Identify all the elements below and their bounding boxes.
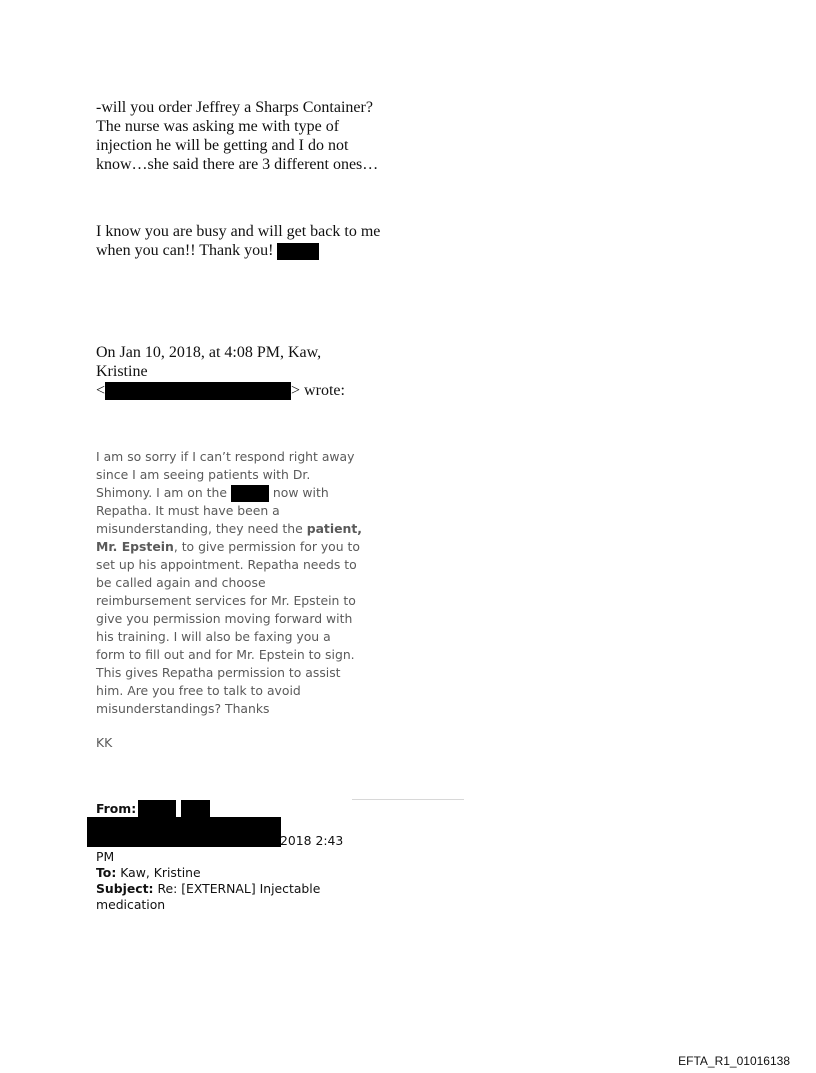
text-fragment: when you can!! Thank you! (96, 242, 274, 259)
body-line: him. Are you free to talk to avoid (96, 683, 301, 698)
subject-row (96, 881, 320, 897)
text-fragment: misunderstanding, they need the (96, 521, 307, 536)
divider (352, 799, 464, 800)
from-row (96, 799, 137, 817)
text-fragment: , to give permission for you to (173, 539, 360, 554)
body-line: form to fill out and for Mr. Epstein to sign. (96, 647, 355, 662)
body-line: reimbursement services for Mr. Epstein to (96, 593, 356, 608)
text-fragment: Shimony. I am on the (96, 485, 231, 500)
subject-value: Re: [EXTERNAL] Injectable (153, 881, 321, 896)
from-label: From: (96, 801, 137, 816)
text-line: know…she said there are 3 different ones… (96, 156, 379, 173)
body-line: set up his appointment. Repatha needs to (96, 557, 357, 572)
signature: KK (96, 735, 113, 750)
body-line: give you permission moving forward with (96, 611, 353, 626)
document-id: EFTA_R1_01016138 (678, 1054, 790, 1068)
wrote-text: > wrote: (291, 382, 345, 399)
redaction-box (231, 485, 269, 502)
text-fragment: now with (268, 485, 329, 500)
text-line: injection he will be getting and I do not (96, 137, 349, 154)
text-line: -will you order Jeffrey a Sharps Container? (96, 99, 373, 116)
bold-text: patient, (306, 521, 362, 536)
body-line (96, 484, 362, 502)
to-value: Kaw, Kristine (116, 865, 201, 880)
body-line: his training. I will also be faxing you a (96, 629, 331, 644)
text-line (96, 241, 380, 260)
body-line: be called again and choose (96, 575, 266, 590)
to-label: To: (96, 865, 117, 880)
body-line (96, 520, 362, 538)
redaction-box (181, 800, 210, 817)
sent-date: 2018 2:43 (280, 833, 344, 848)
sent-time-pm: PM (96, 849, 115, 864)
quoted-message-body (96, 448, 362, 718)
body-line: Repatha. It must have been a (96, 503, 280, 518)
text-line: I know you are busy and will get back to me (96, 223, 381, 240)
to-row (96, 865, 201, 881)
quote-header-line: On Jan 10, 2018, at 4:08 PM, Kaw, (96, 344, 322, 361)
text-line: The nurse was asking me with type of (96, 118, 340, 135)
lt-char: < (96, 382, 106, 399)
redaction-box (277, 243, 319, 260)
body-line (96, 538, 362, 556)
body-line: This gives Repatha permission to assist (96, 665, 341, 680)
body-line: I am so sorry if I can’t respond right away (96, 449, 355, 464)
subject-continued: medication (96, 897, 166, 912)
redaction-box (138, 800, 176, 817)
subject-label: Subject: (96, 881, 154, 896)
message-paragraph-1 (96, 98, 378, 174)
message-paragraph-2 (96, 222, 380, 260)
quote-header (96, 343, 345, 400)
quote-header-email (96, 381, 345, 400)
bold-text: Mr. Epstein (96, 539, 174, 554)
redaction-box (87, 841, 281, 847)
body-line: since I am seeing patients with Dr. (96, 467, 311, 482)
redaction-box (105, 382, 291, 400)
quote-header-name: Kristine (96, 363, 148, 380)
body-line: misunderstandings? Thanks (96, 701, 270, 716)
redaction-box (87, 817, 281, 841)
